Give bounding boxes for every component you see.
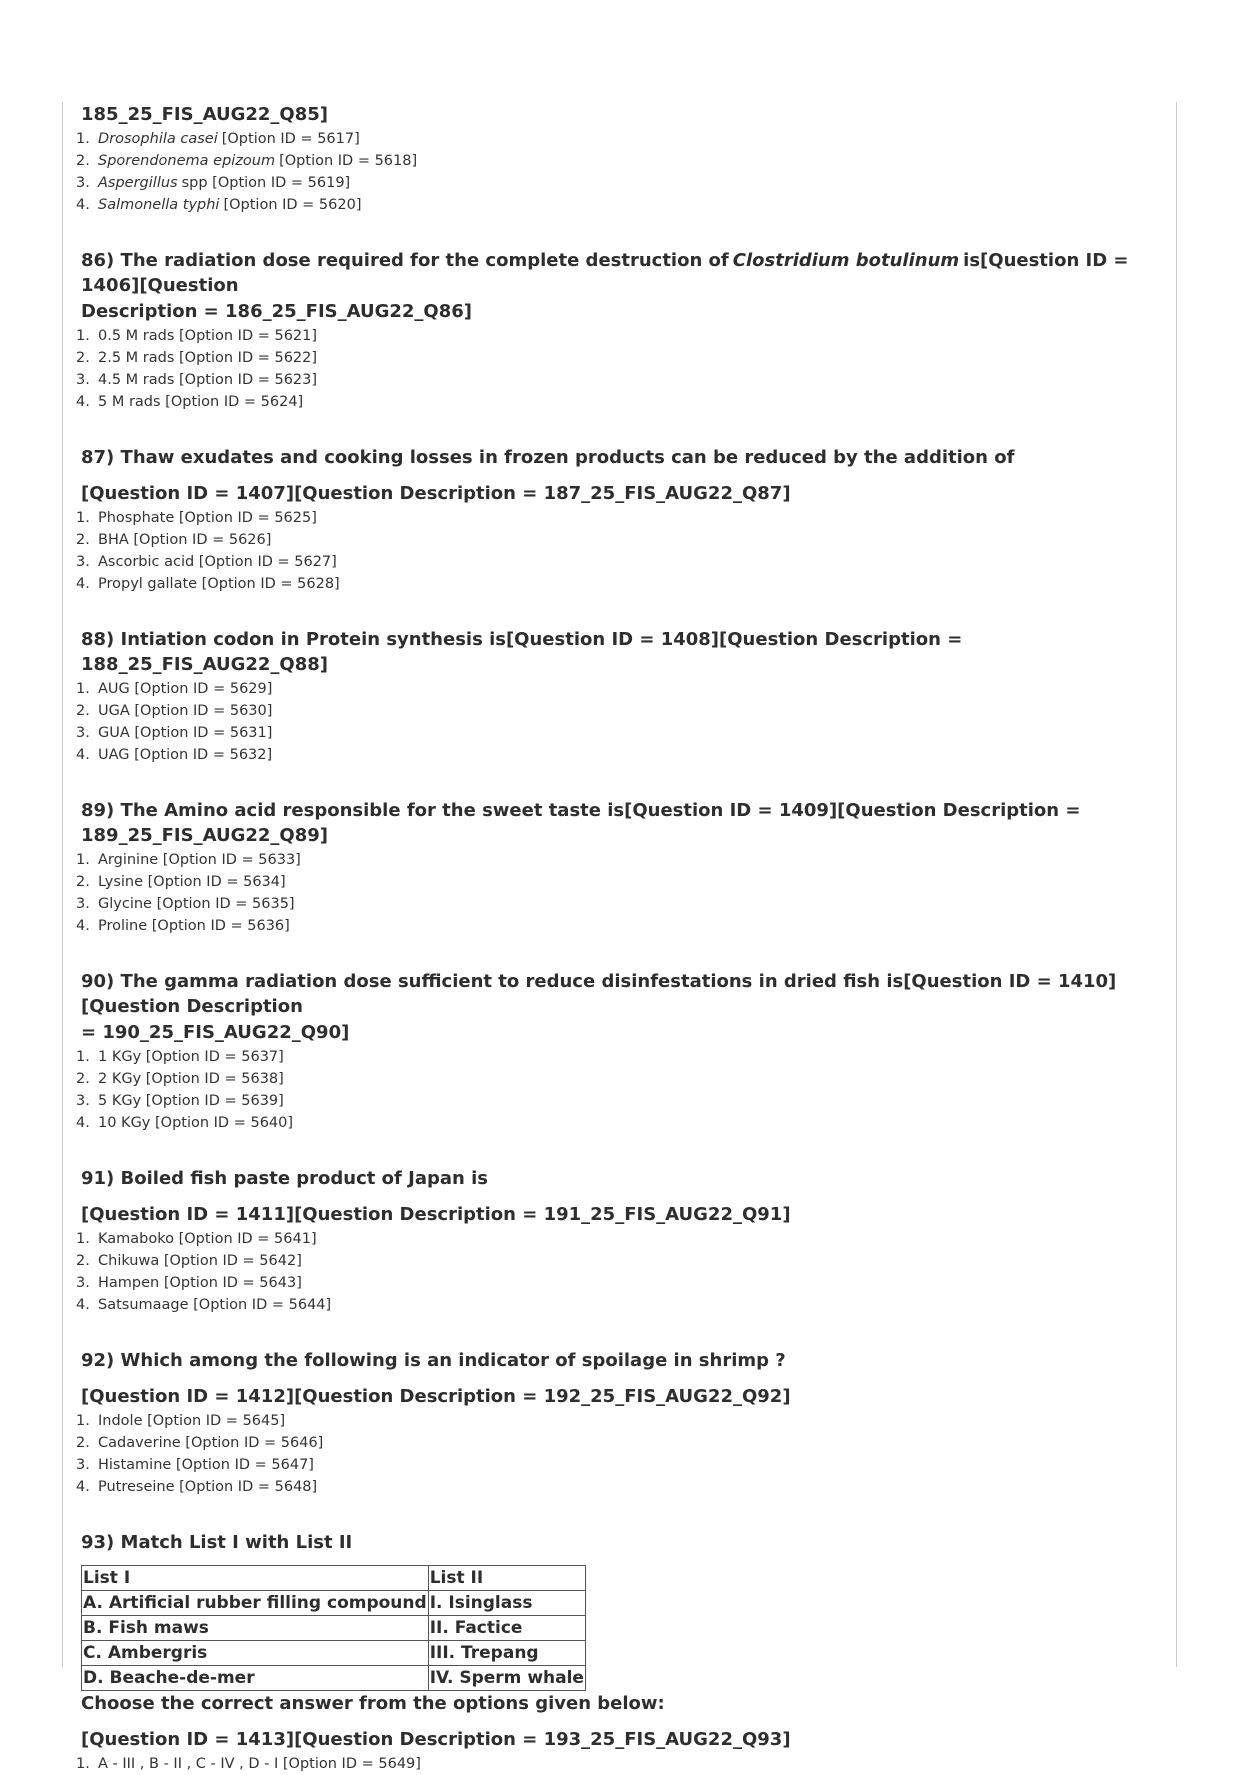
question-title: 89) The Amino acid responsible for the sweet taste is[Question ID = 1409][Question Description = 189_25_FIS_AUG22_Q89] (81, 800, 1081, 846)
option-item: 2. BHA [Option ID = 5626] (76, 532, 272, 548)
question-title: 92) Which among the following is an indicator of spoilage in shrimp ? (81, 1350, 786, 1371)
option-item: 1. AUG [Option ID = 5629] (76, 681, 273, 697)
question-title: 86) The radiation dose required for the complete destruction of Clostridium botulinum is[Question ID = 1406][Question (81, 250, 1129, 296)
option-item: 3. 4.5 M rads [Option ID = 5623] (76, 372, 318, 388)
table-cell: II. Factice (428, 1616, 585, 1641)
question-86 (62, 248, 1176, 413)
option-item: 4. UAG [Option ID = 5632] (76, 747, 273, 763)
option-item: 3. Aspergillus spp [Option ID = 5619] (76, 175, 351, 191)
option-list (62, 1410, 1176, 1498)
table-cell: IV. Sperm whale (428, 1666, 585, 1691)
option-item: 3. GUA [Option ID = 5631] (76, 725, 273, 741)
question-description: Description = 186_25_FIS_AUG22_Q86] (81, 301, 473, 322)
option-list (62, 849, 1176, 937)
option-item: 1. Kamaboko [Option ID = 5641] (76, 1231, 317, 1247)
option-list (62, 1046, 1176, 1134)
table-row (82, 1666, 586, 1691)
option-item: 1. Drosophila casei [Option ID = 5617] (76, 131, 360, 147)
right-margin-rule (1176, 102, 1177, 1667)
question-85 (62, 102, 1176, 216)
option-item: 2. Cadaverine [Option ID = 5646] (76, 1435, 324, 1451)
option-item: 1. 0.5 M rads [Option ID = 5621] (76, 328, 318, 344)
option-item: 1. Arginine [Option ID = 5633] (76, 852, 301, 868)
option-item: 1. Phosphate [Option ID = 5625] (76, 510, 317, 526)
question-title: 90) The gamma radiation dose sufficient to reduce disinfestations in dried fish is[Question ID = 1410][Question Description (81, 971, 1117, 1017)
question-title: 88) Intiation codon in Protein synthesis is[Question ID = 1408][Question Description = 188_25_FIS_AUG22_Q88] (81, 629, 963, 675)
option-item: 2. Lysine [Option ID = 5634] (76, 874, 286, 890)
question-88 (62, 627, 1176, 766)
option-item: 4. Salmonella typhi [Option ID = 5620] (76, 197, 362, 213)
question-87 (62, 445, 1176, 595)
question-description: [Question ID = 1411][Question Description = 191_25_FIS_AUG22_Q91] (81, 1204, 791, 1225)
table-header-row (82, 1566, 586, 1591)
option-item: 3. Hampen [Option ID = 5643] (76, 1275, 302, 1291)
option-item: 3. Ascorbic acid [Option ID = 5627] (76, 554, 337, 570)
option-item: 4. Putreseine [Option ID = 5648] (76, 1479, 318, 1495)
question-title: 87) Thaw exudates and cooking losses in frozen products can be reduced by the addition of (81, 447, 1015, 468)
question-title: 93) Match List I with List II (81, 1532, 353, 1553)
option-item: 3. Histamine [Option ID = 5647] (76, 1457, 314, 1473)
question-description: [Question ID = 1412][Question Description = 192_25_FIS_AUG22_Q92] (81, 1386, 791, 1407)
table-row (82, 1591, 586, 1616)
option-item: 2. UGA [Option ID = 5630] (76, 703, 273, 719)
question-90 (62, 969, 1176, 1134)
option-item: 4. Propyl gallate [Option ID = 5628] (76, 576, 340, 592)
table-cell: C. Ambergris (82, 1641, 429, 1666)
option-list (62, 128, 1176, 216)
question-92 (62, 1348, 1176, 1498)
question-89 (62, 798, 1176, 937)
option-item: 2. Chikuwa [Option ID = 5642] (76, 1253, 302, 1269)
option-item: 4. Proline [Option ID = 5636] (76, 918, 290, 934)
option-item: 3. 5 KGy [Option ID = 5639] (76, 1093, 284, 1109)
option-item: 4. Satsumaage [Option ID = 5644] (76, 1297, 332, 1313)
table-cell: A. Artificial rubber filling compound (82, 1591, 429, 1616)
option-item: 1. 1 KGy [Option ID = 5637] (76, 1049, 284, 1065)
table-cell: III. Trepang (428, 1641, 585, 1666)
question-91 (62, 1166, 1176, 1316)
table-cell: B. Fish maws (82, 1616, 429, 1641)
option-item: 2. Sporendonema epizoum [Option ID = 5618] (76, 153, 418, 169)
table-cell: D. Beache-de-mer (82, 1666, 429, 1691)
table-row (82, 1641, 586, 1666)
option-list (62, 325, 1176, 413)
question-93 (62, 1530, 1176, 1775)
option-list (62, 1228, 1176, 1316)
table-cell: I. Isinglass (428, 1591, 585, 1616)
option-list (62, 678, 1176, 766)
question-description: 185_25_FIS_AUG22_Q85] (81, 104, 328, 125)
option-item: 4. 10 KGy [Option ID = 5640] (76, 1115, 294, 1131)
option-item: 4. 5 M rads [Option ID = 5624] (76, 394, 304, 410)
question-title: 91) Boiled fish paste product of Japan is (81, 1168, 488, 1189)
table-row (82, 1616, 586, 1641)
option-list (62, 507, 1176, 595)
option-list (62, 1753, 1176, 1775)
question-description: = 190_25_FIS_AUG22_Q90] (81, 1022, 350, 1043)
table-cell: List I (82, 1566, 429, 1591)
table-cell: List II (428, 1566, 585, 1591)
question-description: [Question ID = 1413][Question Description = 193_25_FIS_AUG22_Q93] (81, 1729, 791, 1750)
match-list-table (81, 1565, 586, 1691)
option-item: 2. 2.5 M rads [Option ID = 5622] (76, 350, 318, 366)
question-instruction: Choose the correct answer from the options given below: (81, 1693, 665, 1714)
question-description: [Question ID = 1407][Question Description = 187_25_FIS_AUG22_Q87] (81, 483, 791, 504)
option-item: 3. Glycine [Option ID = 5635] (76, 896, 295, 912)
question-paper-content (62, 102, 1176, 1775)
option-item: 2. 2 KGy [Option ID = 5638] (76, 1071, 284, 1087)
option-item: 1. Indole [Option ID = 5645] (76, 1413, 286, 1429)
option-item: 1. A - III , B - II , C - IV , D - I [Option ID = 5649] (76, 1756, 421, 1772)
